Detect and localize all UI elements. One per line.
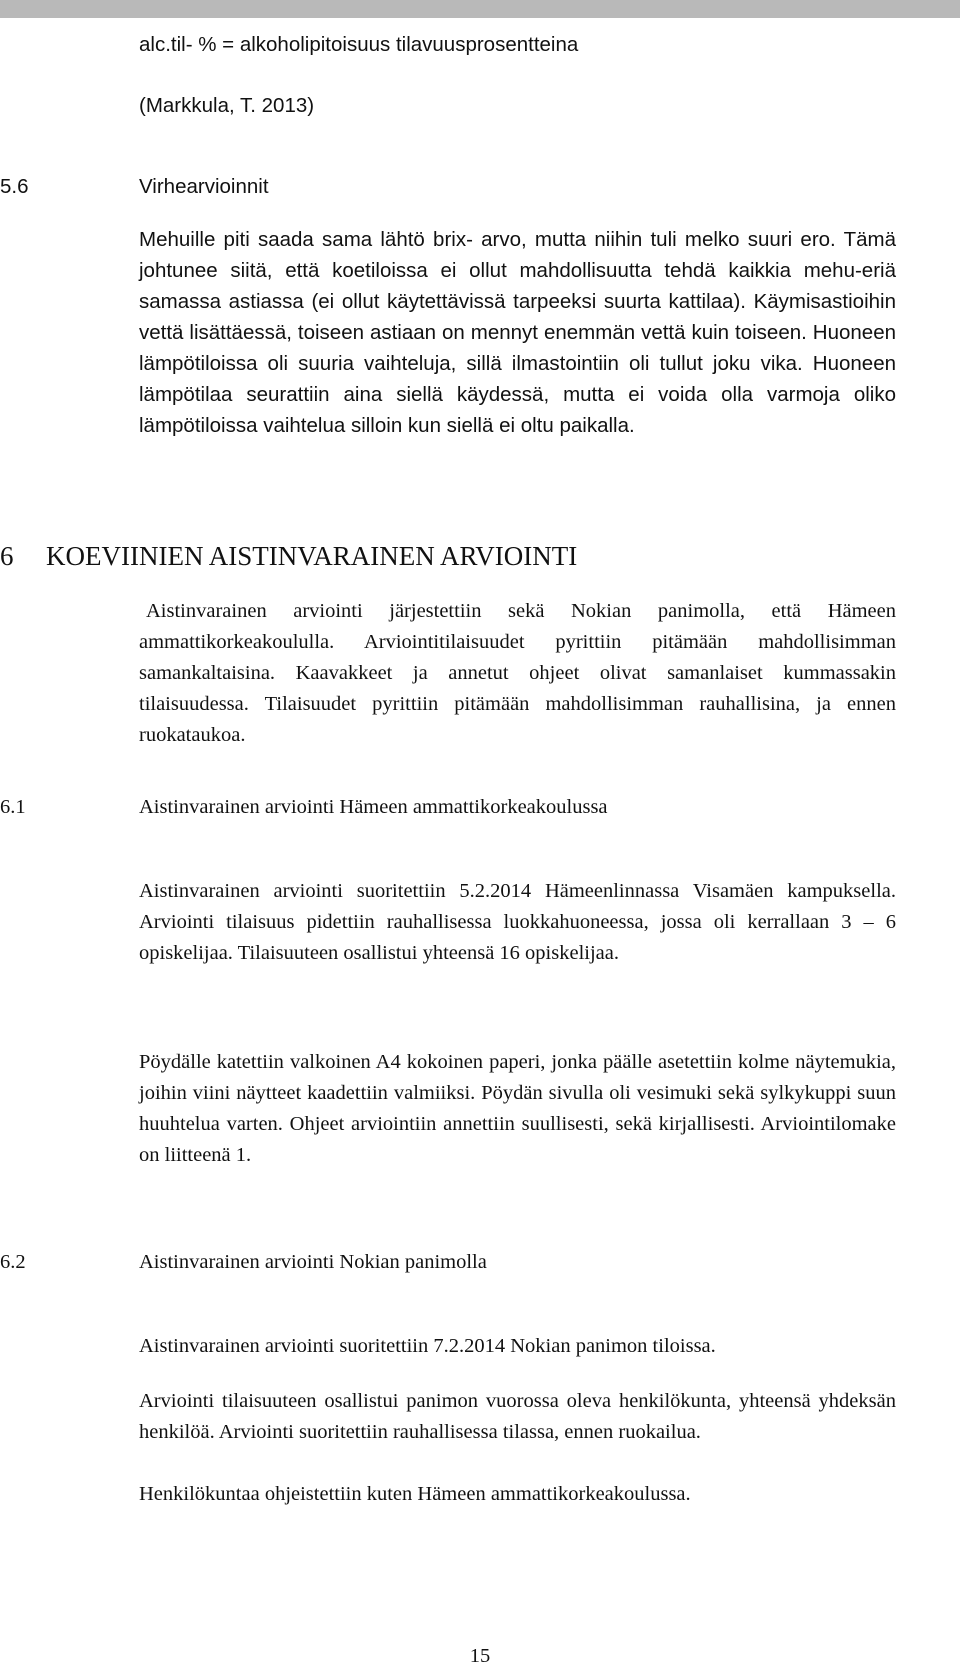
- paragraph-6-2-a: Aistinvarainen arviointi suoritettiin 7.2.2014 Nokian panimon tiloissa.: [139, 1335, 716, 1357]
- chapter-title: KOEVIINIEN AISTINVARAINEN ARVIOINTI: [46, 541, 578, 571]
- paragraph-6-1-a: Aistinvarainen arviointi suoritettiin 5.2.2014 Hämeenlinnassa Visamäen kampuksella. Arviointi tilaisuus pidettiin rauhallisessa luokkahuoneessa, jossa oli kerrallaan 3 – 6 opiskelijaa. Tilaisuuteen osallistui yhteensä 16 opiskelijaa.: [139, 880, 896, 964]
- top-border-bar: [0, 0, 960, 18]
- section-title: Aistinvarainen arviointi Hämeen ammattikorkeakoulussa: [139, 796, 608, 818]
- paragraph-6-1-b: Pöydälle katettiin valkoinen A4 kokoinen paperi, jonka päälle asetettiin kolme näytemukia, joihin viini näytteet kaadettiin valmiiksi. Pöydän sivulla oli vesimuki sekä sylkykuppi suun huuhtelua varten. Ohjeet arviointiin annettiin suullisesti, sekä kirjallisesti. Arviointilomake on liitteenä 1.: [139, 1051, 896, 1166]
- citation: (Markkula, T. 2013): [139, 94, 315, 117]
- section-title: Aistinvarainen arviointi Nokian panimolla: [139, 1251, 487, 1273]
- paragraph-5-6: Mehuille piti saada sama lähtö brix- arvo, mutta niihin tuli melko suuri ero. Tämä johtunee siitä, että koetiloissa ei ollut mahdollisuutta tehdä kaikkia mehu-eriä samassa astiassa (ei ollut käytettävissä tarpeeksi suurta kattilaa). Käymisastioihin vettä lisättäessä, toiseen astiaan on mennyt enemmän vettä kuin toiseen. Huoneen lämpötiloissa oli suuria vaihteluja, sillä ilmastointiin oli tullut joku vika. Huoneen lämpötilaa seurattiin aina siellä käydessä, mutta ei voida olla varmoja oliko lämpötiloissa vaihtelua silloin kun siellä ei oltu paikalla.: [139, 228, 896, 437]
- page-number: 15: [469, 1645, 491, 1667]
- chapter-number: 6: [0, 541, 14, 571]
- paragraph-6-2-b: Arviointi tilaisuuteen osallistui panimon vuorossa oleva henkilökunta, yhteensä yhdeksän henkilöä. Arviointi suoritettiin rauhallisessa tilassa, ennen ruokailua.: [139, 1390, 896, 1443]
- section-number: 6.2: [0, 1251, 26, 1273]
- section-number: 5.6: [0, 175, 29, 198]
- paragraph-6: Aistinvarainen arviointi järjestettiin sekä Nokian panimolla, että Hämeen ammattikorkeakoululla. Arviointitilaisuudet pyrittiin pitämään mahdollisimman samankaltaisina. Kaavakkeet ja annetut ohjeet olivat samanlaiset kummassakin tilaisuudessa. Tilaisuudet pyrittiin pitämään mahdollisimman rauhallisina, ja ennen ruokataukoa.: [139, 600, 896, 746]
- section-number: 6.1: [0, 796, 26, 818]
- paragraph-6-2-c: Henkilökuntaa ohjeistettiin kuten Hämeen ammattikorkeakoulussa.: [139, 1483, 691, 1505]
- section-title: Virhearvioinnit: [139, 175, 269, 198]
- formula-note: alc.til- % = alkoholipitoisuus tilavuusprosentteina: [139, 33, 579, 56]
